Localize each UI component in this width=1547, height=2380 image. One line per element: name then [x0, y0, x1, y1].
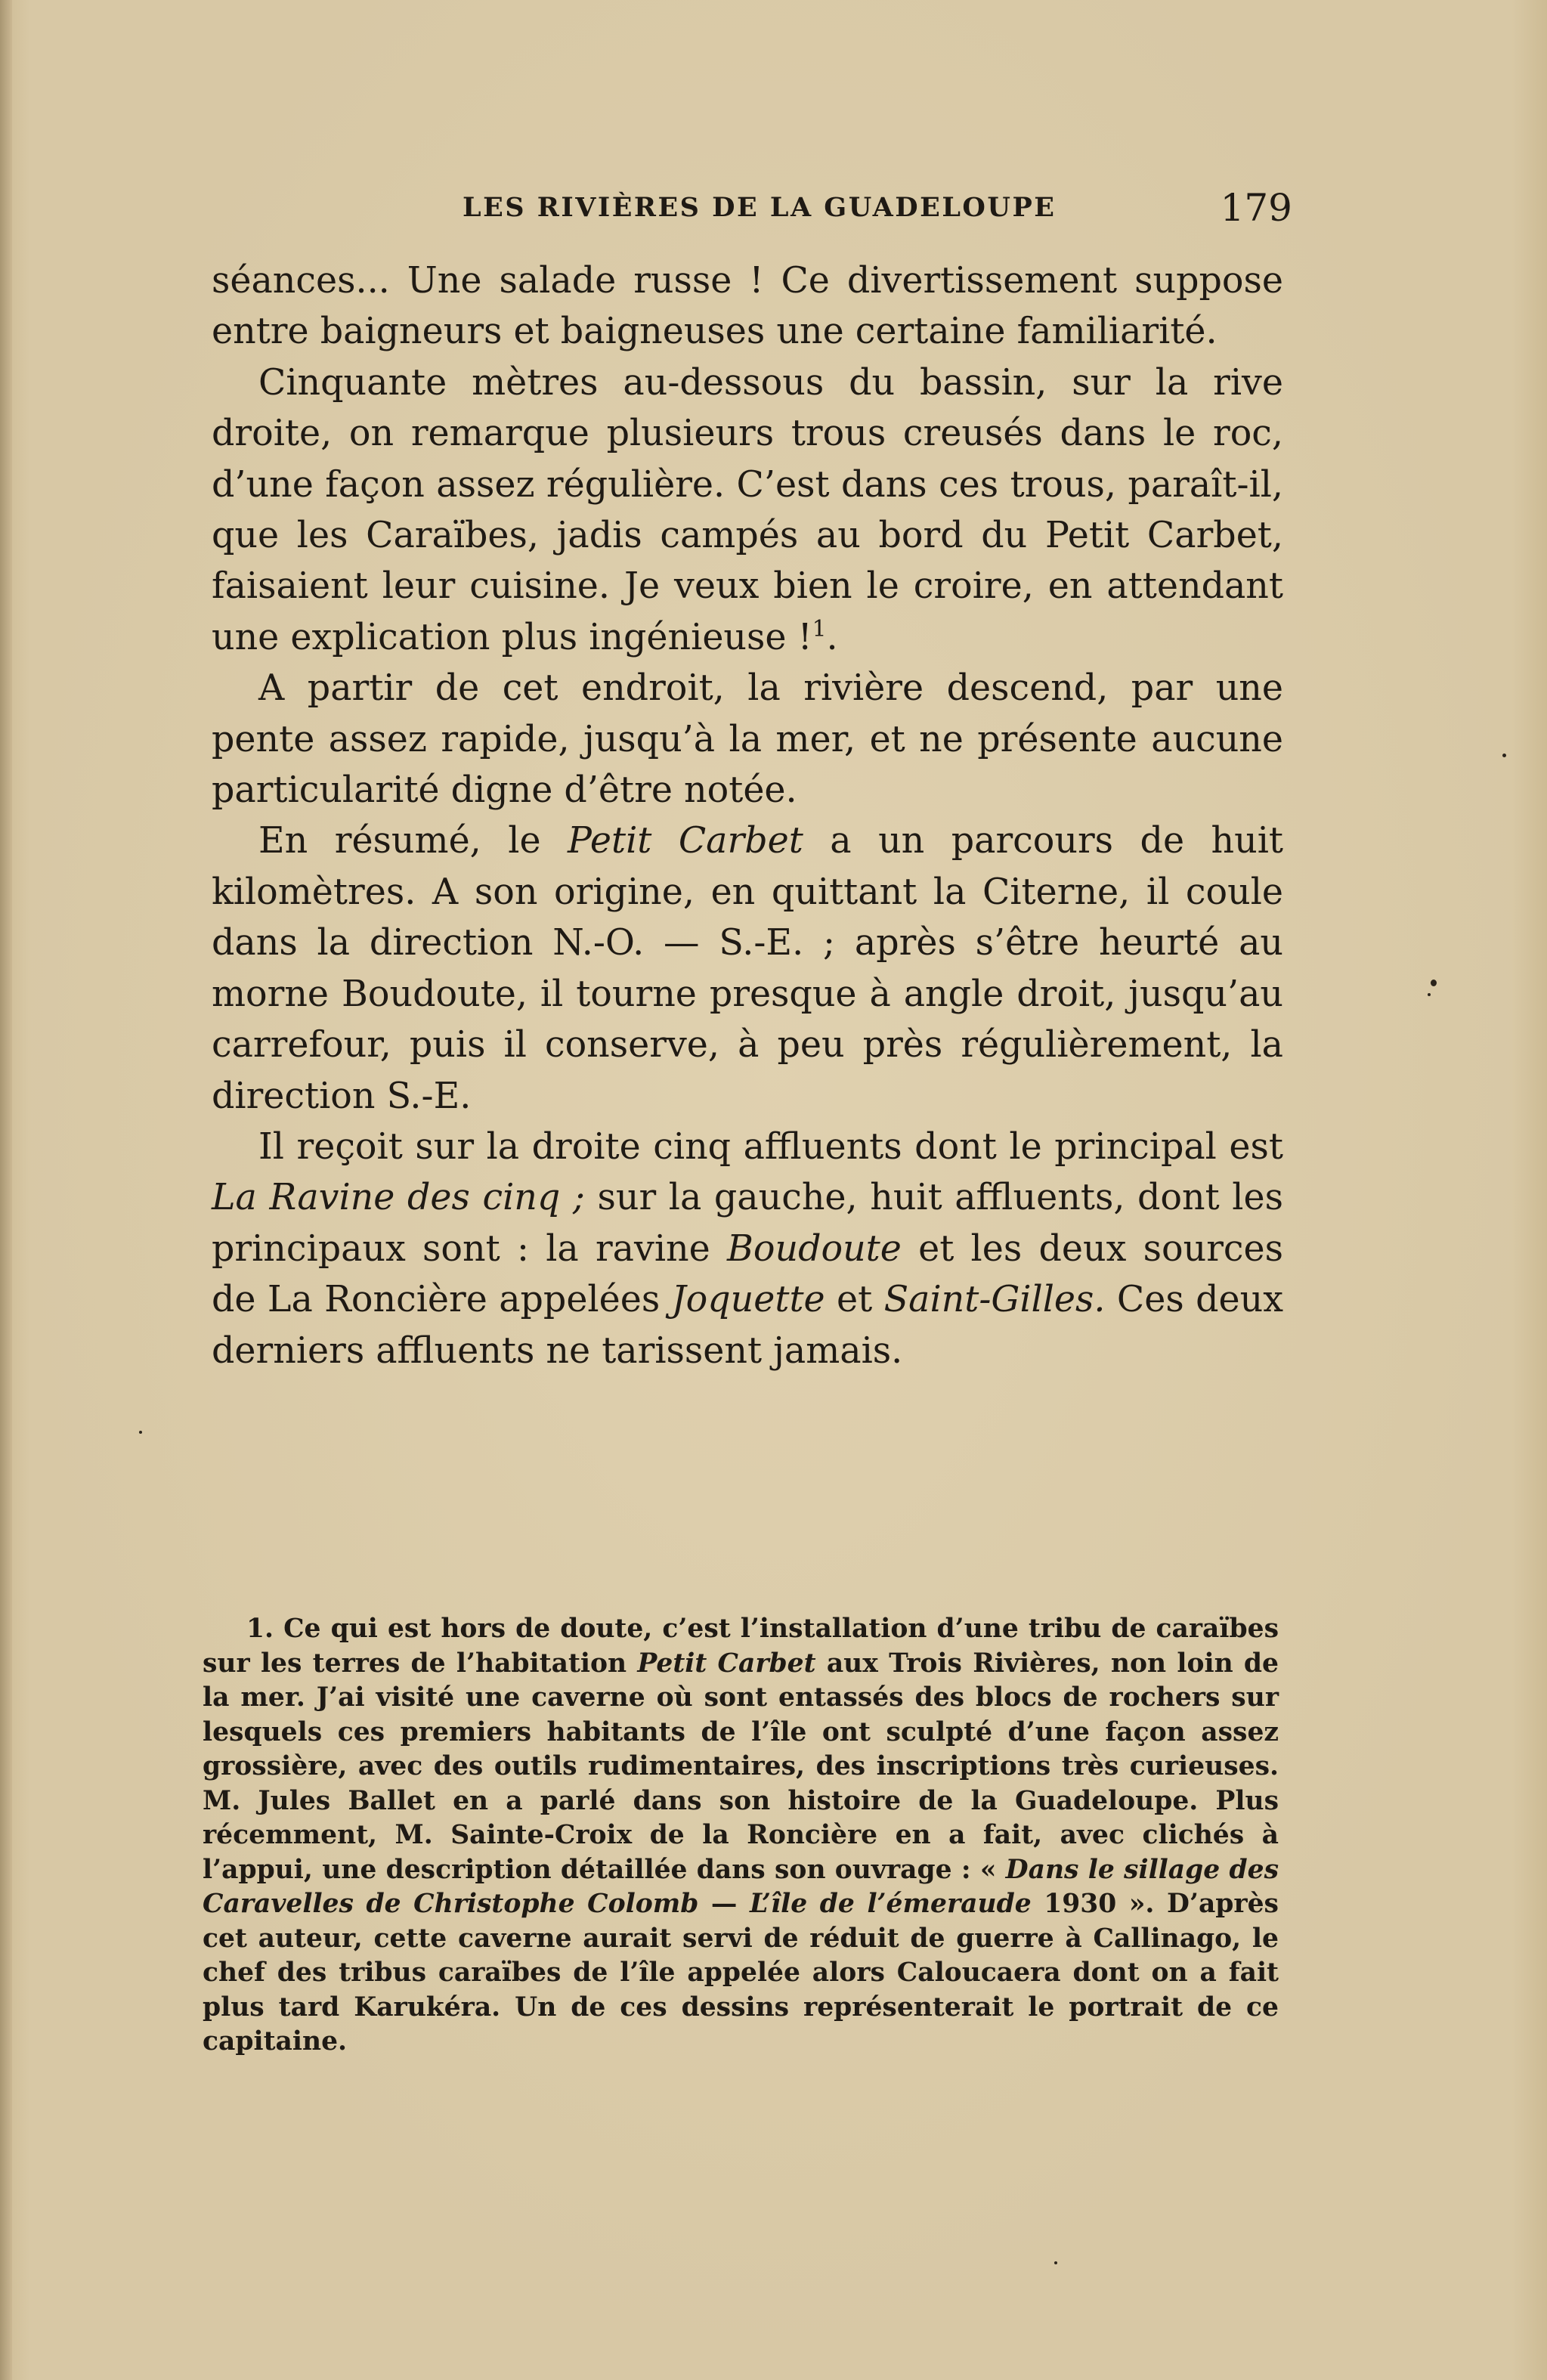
footnote-text-c: — [698, 1889, 750, 1919]
page-header [463, 186, 1292, 231]
paragraph-5-text-b: sur la gauche, huit affluents, dont les principaux sont : la ravine [212, 1177, 1283, 1270]
paragraph-4-text-a: En résumé, le [258, 820, 568, 862]
paragraph-3 [212, 663, 1283, 816]
paragraph-5-italic-2: Boudoute [726, 1227, 902, 1270]
paragraph-1-text: séances... Une salade russe ! Ce divertissement suppose entre baigneurs et baigneuses une certaine familiarité. [212, 260, 1283, 353]
paragraph-5-text-c: et les deux sources de La Roncière appelées [212, 1227, 1283, 1321]
paragraph-3-text: A partir de cet endroit, la rivière descend, par une pente assez rapide, jusqu’à la mer, et ne présente aucune particularité digne d’être notée. [212, 667, 1283, 812]
print-speck [1054, 2261, 1057, 2264]
footnote-text-a: Ce qui est hors de doute, c’est l’installation d’une tribu de caraïbes sur les terres de l’habitation [203, 1614, 1279, 1679]
footnote-italic-2: Dans le sillage des Caravelles de Christophe Colomb [203, 1854, 1279, 1919]
paragraph-5-italic-1: La Ravine des cinq ; [212, 1177, 585, 1219]
paragraph-5 [212, 1122, 1283, 1376]
print-speck [139, 1431, 142, 1434]
footnote-1 [203, 1612, 1279, 2060]
footnote-number: 1. [246, 1614, 274, 1644]
paragraph-5-text-a: Il reçoit sur la droite cinq affluents dont le principal est [258, 1125, 1283, 1168]
paragraph-2-text: Cinquante mètres au-dessous du bassin, sur la rive droite, on remarque plusieurs trous creusés dans le roc, d’une façon assez régulière. C’est dans ces trous, paraît-il, que les Caraïbes, jadis campés au bord du Petit Carbet, faisaient leur cuisine. Je veux bien le croire, en attendant une explication plus ingénieuse ! [212, 361, 1283, 658]
paragraph-1 [212, 255, 1283, 357]
main-text [212, 255, 1283, 1376]
paragraph-4-italic: Petit Carbet [568, 820, 803, 862]
page-number: 179 [1220, 186, 1292, 230]
page-binding-edge [0, 0, 12, 2380]
paragraph-4 [212, 816, 1283, 1121]
print-speck [1431, 980, 1437, 986]
paragraph-4-text-b: a un parcours de huit kilomètres. A son origine, en quittant la Citerne, il coule dans la direction N.-O. — S.-E. ; après s’être heurté au morne Boudoute, il tourne presque à angle droit, jusqu’au carrefour, puis il conserve, à peu près régulièrement, la direction S.-E. [212, 820, 1283, 1117]
running-title: LES RIVIÈRES DE LA GUADELOUPE [463, 192, 1057, 223]
footnote-italic-3: L’île de l’émeraude [750, 1889, 1032, 1919]
paragraph-5-text-d: et [825, 1279, 884, 1321]
paragraph-2-end: . [826, 616, 838, 658]
footnote-text-d: 1930 ». D’après cet auteur, cette caverne aurait servi de réduit de guerre à Callinago, le chef des tribus caraïbes de l’île appelée alors Caloucaera dont on a fait plus tard Karukéra. Un de ces dessins représenterait le portrait de ce capitaine. [203, 1889, 1279, 2057]
footnotes [203, 1612, 1279, 2060]
footnote-reference[interactable]: 1 [812, 616, 827, 642]
print-speck [1502, 754, 1506, 757]
print-speck [1428, 993, 1431, 996]
paragraph-5-text-e: Ces deux derniers affluents ne tarissent jamais. [212, 1279, 1283, 1372]
paragraph-2 [212, 357, 1283, 663]
footnote-text-b: aux Trois Rivières, non loin de la mer. J’ai visité une caverne où sont entassés des blocs de rochers sur lesquels ces premiers habitants de l’île ont sculpté d’une façon assez grossière, avec des outils rudimentaires, des inscriptions très curieuses. M. Jules Ballet en a parlé dans son histoire de la Guadeloupe. Plus récemment, M. Sainte-Croix de la Roncière en a fait, avec clichés à l’appui, une description détaillée dans son ouvrage : « [203, 1648, 1279, 1885]
paragraph-5-italic-4: Saint-Gilles. [883, 1279, 1106, 1321]
paragraph-5-italic-3: Joquette [671, 1279, 825, 1321]
footnote-italic-1: Petit Carbet [637, 1648, 816, 1679]
